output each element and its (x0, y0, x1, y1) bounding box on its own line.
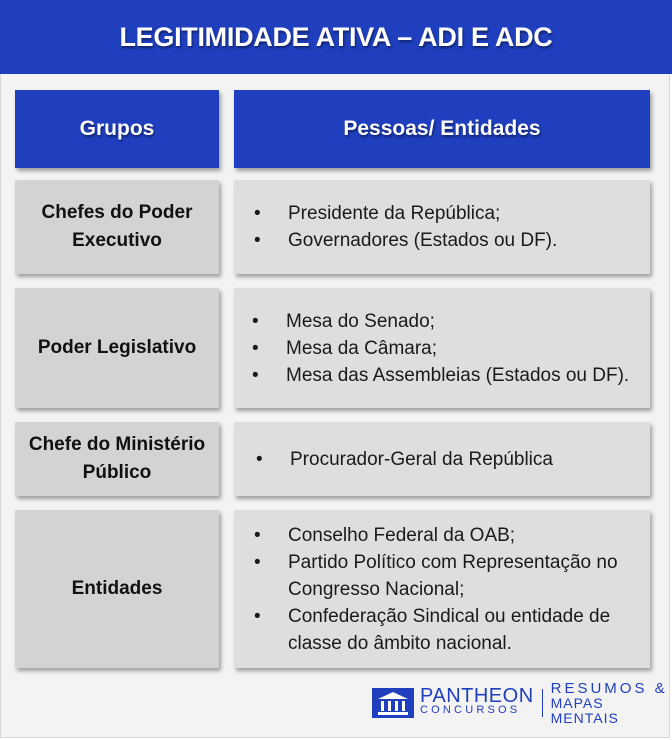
group-label-line2: Público (82, 462, 152, 483)
items-cell-executivo (234, 180, 650, 274)
list-item: • Procurador-Geral da República (256, 446, 553, 473)
items-cell-legislativo (234, 288, 650, 408)
tagline (551, 681, 672, 726)
group-label-line1: Entidades (71, 578, 163, 599)
header-groups: Grupos (15, 90, 219, 168)
items-cell-ministerio (234, 422, 650, 496)
page-title: LEGITIMIDADE ATIVA – ADI E ADC (0, 0, 672, 74)
list-item: • Mesa das Assembleias (Estados ou DF). (252, 362, 629, 389)
divider (542, 689, 543, 717)
brand-name (420, 685, 534, 717)
brand-title: PANTHEON (420, 685, 534, 707)
header-entities: Pessoas/ Entidades (234, 90, 650, 168)
footer-logo (372, 679, 672, 726)
brand-subtitle: CONCURSOS (420, 704, 521, 716)
list-item: • Confederação Sindical ou entidade de classe do âmbito nacional. (254, 603, 636, 657)
group-label-line2: Executivo (72, 230, 162, 251)
group-label-line1: Chefe do Ministério (28, 434, 206, 455)
list-item: • Mesa do Senado; (252, 308, 629, 335)
item-list (234, 200, 557, 254)
item-list (234, 308, 629, 389)
temple-icon (372, 688, 414, 718)
tagline-line2: MAPAS MENTAIS (550, 694, 619, 726)
group-cell-ministerio (15, 422, 219, 496)
list-item: • Mesa da Câmara; (252, 335, 629, 362)
list-item: • Conselho Federal da OAB; (254, 522, 636, 549)
group-label-line1: Poder Legislativo (37, 337, 197, 358)
group-cell-entidades (15, 510, 219, 668)
list-item: • Governadores (Estados ou DF). (254, 227, 557, 254)
tagline-line1: RESUMOS & (550, 679, 668, 697)
item-list (234, 522, 650, 657)
items-cell-entidades (234, 510, 650, 668)
list-item: • Partido Político com Representação no Congresso Nacional; (254, 549, 636, 603)
item-list (234, 446, 553, 473)
group-cell-executivo (15, 180, 219, 274)
group-cell-legislativo (15, 288, 219, 408)
list-item: • Presidente da República; (254, 200, 557, 227)
group-label-line1: Chefes do Poder (41, 202, 193, 223)
